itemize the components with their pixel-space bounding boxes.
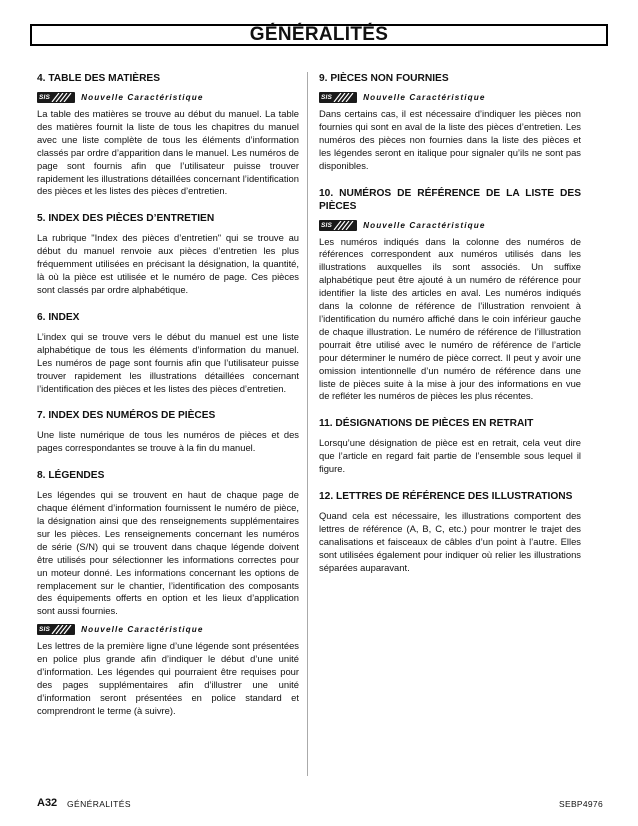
section-index [37, 311, 299, 396]
sis-new-feature-badge [319, 92, 581, 103]
section-index-pieces-entretien [37, 212, 299, 297]
section-heading: 4. TABLE DES MATIÈRES [37, 73, 161, 84]
section-paragraph: Les numéros indiqués dans la colonne des numéros de références correspondent aux numéros utilisés dans les illustrations auxquelles ils sont associés. Un suffixe alphabétique peut être ajouté à un numéro de référence pour identifier la liste des articles en aval. Les numéros indiqués dans la colonne de référence de l’illustration renvoient à l’identification du numéro affiché dans le coin inférieur gauche de chaque illustration. Le numéro de référence de l’illustration pourrait être utilisé avec le numéro de référence de l’article pour déterminer le numéro de pièce correct. Il peut y avoir une omission intentionnelle d’un numéro de référence dans une liste de pièces suite à la mise à jour des informations en vue de refléter les numéros de pièces les plus récentes. [319, 235, 581, 402]
section-designations-retrait [319, 417, 581, 476]
section-paragraph: La table des matières se trouve au début du manuel. La table des matières fournit la liste de tous les chapitres du manuel avec une liste complète de tous les éléments d’information classés par ordre d’apparition dans le manuel. Les numéros de page sont fournis afin que l’utilisateur puisse trouver rapidement les illustrations détaillées concernant l’identification des pièces et les listes des pièces d’entretien. [37, 108, 299, 197]
sis-logo-text: SIS [321, 94, 333, 101]
sis-logo-text: SIS [321, 221, 333, 229]
sis-new-feature-badge [37, 92, 299, 103]
section-pieces-non-fournies [319, 72, 581, 173]
section-heading: 11. DÉSIGNATIONS DE PIÈCES EN RETRAIT [319, 418, 534, 430]
section-table-des-matieres [37, 72, 299, 198]
section-lettres-reference [319, 490, 581, 575]
section-index-numeros-pieces [37, 409, 299, 455]
section-paragraph: Les lettres de la première ligne d’une légende sont présentées en police plus grande afin d’indiquer le début d’une unité d’information. Les légendes qui pourraient être requises pour des pages supplémentaires afin d’illustrer une unité d’information seront présentées en police standard et comprendront le terme (à suivre). [37, 640, 299, 716]
section-heading: 8. LÉGENDES [37, 470, 105, 482]
document-code: SEBP4976 [559, 799, 603, 809]
section-heading: 9. PIÈCES NON FOURNIES [319, 73, 449, 84]
section-legendes [37, 469, 299, 718]
section-paragraph: Une liste numérique de tous les numéros de pièces et des pages correspondantes se trouve à la fin du manuel. [37, 429, 299, 454]
section-heading: 7. INDEX DES NUMÉROS DE PIÈCES [37, 410, 216, 422]
section-paragraph: La rubrique "Index des pièces d’entretien" qui se trouve au début du manuel renvoie aux pièces d’entretien les plus fréquemment utilisées en précisant la désignation, la quantité, là où la pièce est utilisée et le numéro de page. Ces pièces sont classés par ordre alphabétique. [37, 232, 299, 295]
section-paragraph: Dans certains cas, il est nécessaire d’indiquer les pièces non fournies qui sont en aval de la liste des pièces d’entretien. Les numéros des pièces non fournies dans la liste des pièces et les légendes seront en italique pour signaler qu’ils ne sont pas disponibles. [319, 108, 581, 171]
column-divider [307, 72, 308, 776]
section-paragraph: Lorsqu’une désignation de pièce est en retrait, cela veut dire que l’article en regard fait partie de l’ensemble sous lequel il figure. [319, 437, 581, 475]
section-paragraph: Les légendes qui se trouvent en haut de chaque page de chaque élément d’information fournissent le numéro de pièce, la désignation ainsi que des renseignements supplémentaires sur les pièces. Les renseignements concernant les numéros de série (S/N) qui se trouvent dans chaque légende doivent être utilisés pour sélectionner les informations correctes pour un moteur donné. Les informations concernant les options de remplacement sur le chantier, l’identification des composants des équipements offerts en option et les lieux d’application sont aussi fournies. [37, 489, 299, 617]
section-heading: 5. INDEX DES PIÈCES D’ENTRETIEN [37, 213, 215, 225]
sis-hatch-icon [333, 93, 355, 102]
section-heading: 10. NUMÉROS DE RÉFÉRENCE DE LA LISTE DES PIÈCES [319, 187, 581, 212]
right-column [319, 72, 581, 589]
section-paragraph: Quand cela est nécessaire, les illustrations comportent des lettres de référence (A, B, C, etc.) pour montrer le trajet des canalisations et faisceaux de câbles d’un point à l’autre. Elles sont utilisées également pour indiquer où relier les illustrations séparées auparavant. [319, 510, 581, 573]
section-heading: 12. LETTRES DE RÉFÉRENCE DES ILLUSTRATIONS [319, 491, 573, 503]
sis-hatch-icon [333, 221, 355, 230]
sis-logo [319, 92, 357, 103]
sis-label: Nouvelle Caractéristique [81, 93, 204, 102]
sis-new-feature-badge [37, 624, 299, 635]
page-number: A32 [37, 797, 58, 809]
sis-logo-text: SIS [39, 94, 51, 101]
sis-label: Nouvelle Caractéristique [81, 625, 204, 635]
sis-logo-text: SIS [39, 626, 51, 634]
sis-logo [319, 220, 357, 231]
sis-label: Nouvelle Caractéristique [363, 93, 486, 102]
sis-hatch-icon [51, 625, 73, 634]
section-paragraph: L’index qui se trouve vers le début du manuel est une liste alphabétique de tous les éléments d’information du manuel. Les numéros de page sont fournis afin que l’utilisateur puisse trouver rapidement les illustrations détaillées concernant l’identification des pièces et les listes des pièces d’entretien. [37, 330, 299, 394]
page-footer [37, 798, 603, 810]
footer-section-title: GÉNÉRALITÉS [67, 799, 131, 809]
section-heading: 6. INDEX [37, 311, 80, 323]
left-column [37, 72, 299, 732]
sis-new-feature-badge [319, 220, 581, 231]
page-title: GÉNÉRALITÉS [30, 24, 608, 46]
sis-label: Nouvelle Caractéristique [363, 220, 486, 230]
sis-hatch-icon [51, 93, 73, 102]
section-numeros-reference-liste [319, 187, 581, 404]
sis-logo [37, 624, 75, 635]
sis-logo [37, 92, 75, 103]
